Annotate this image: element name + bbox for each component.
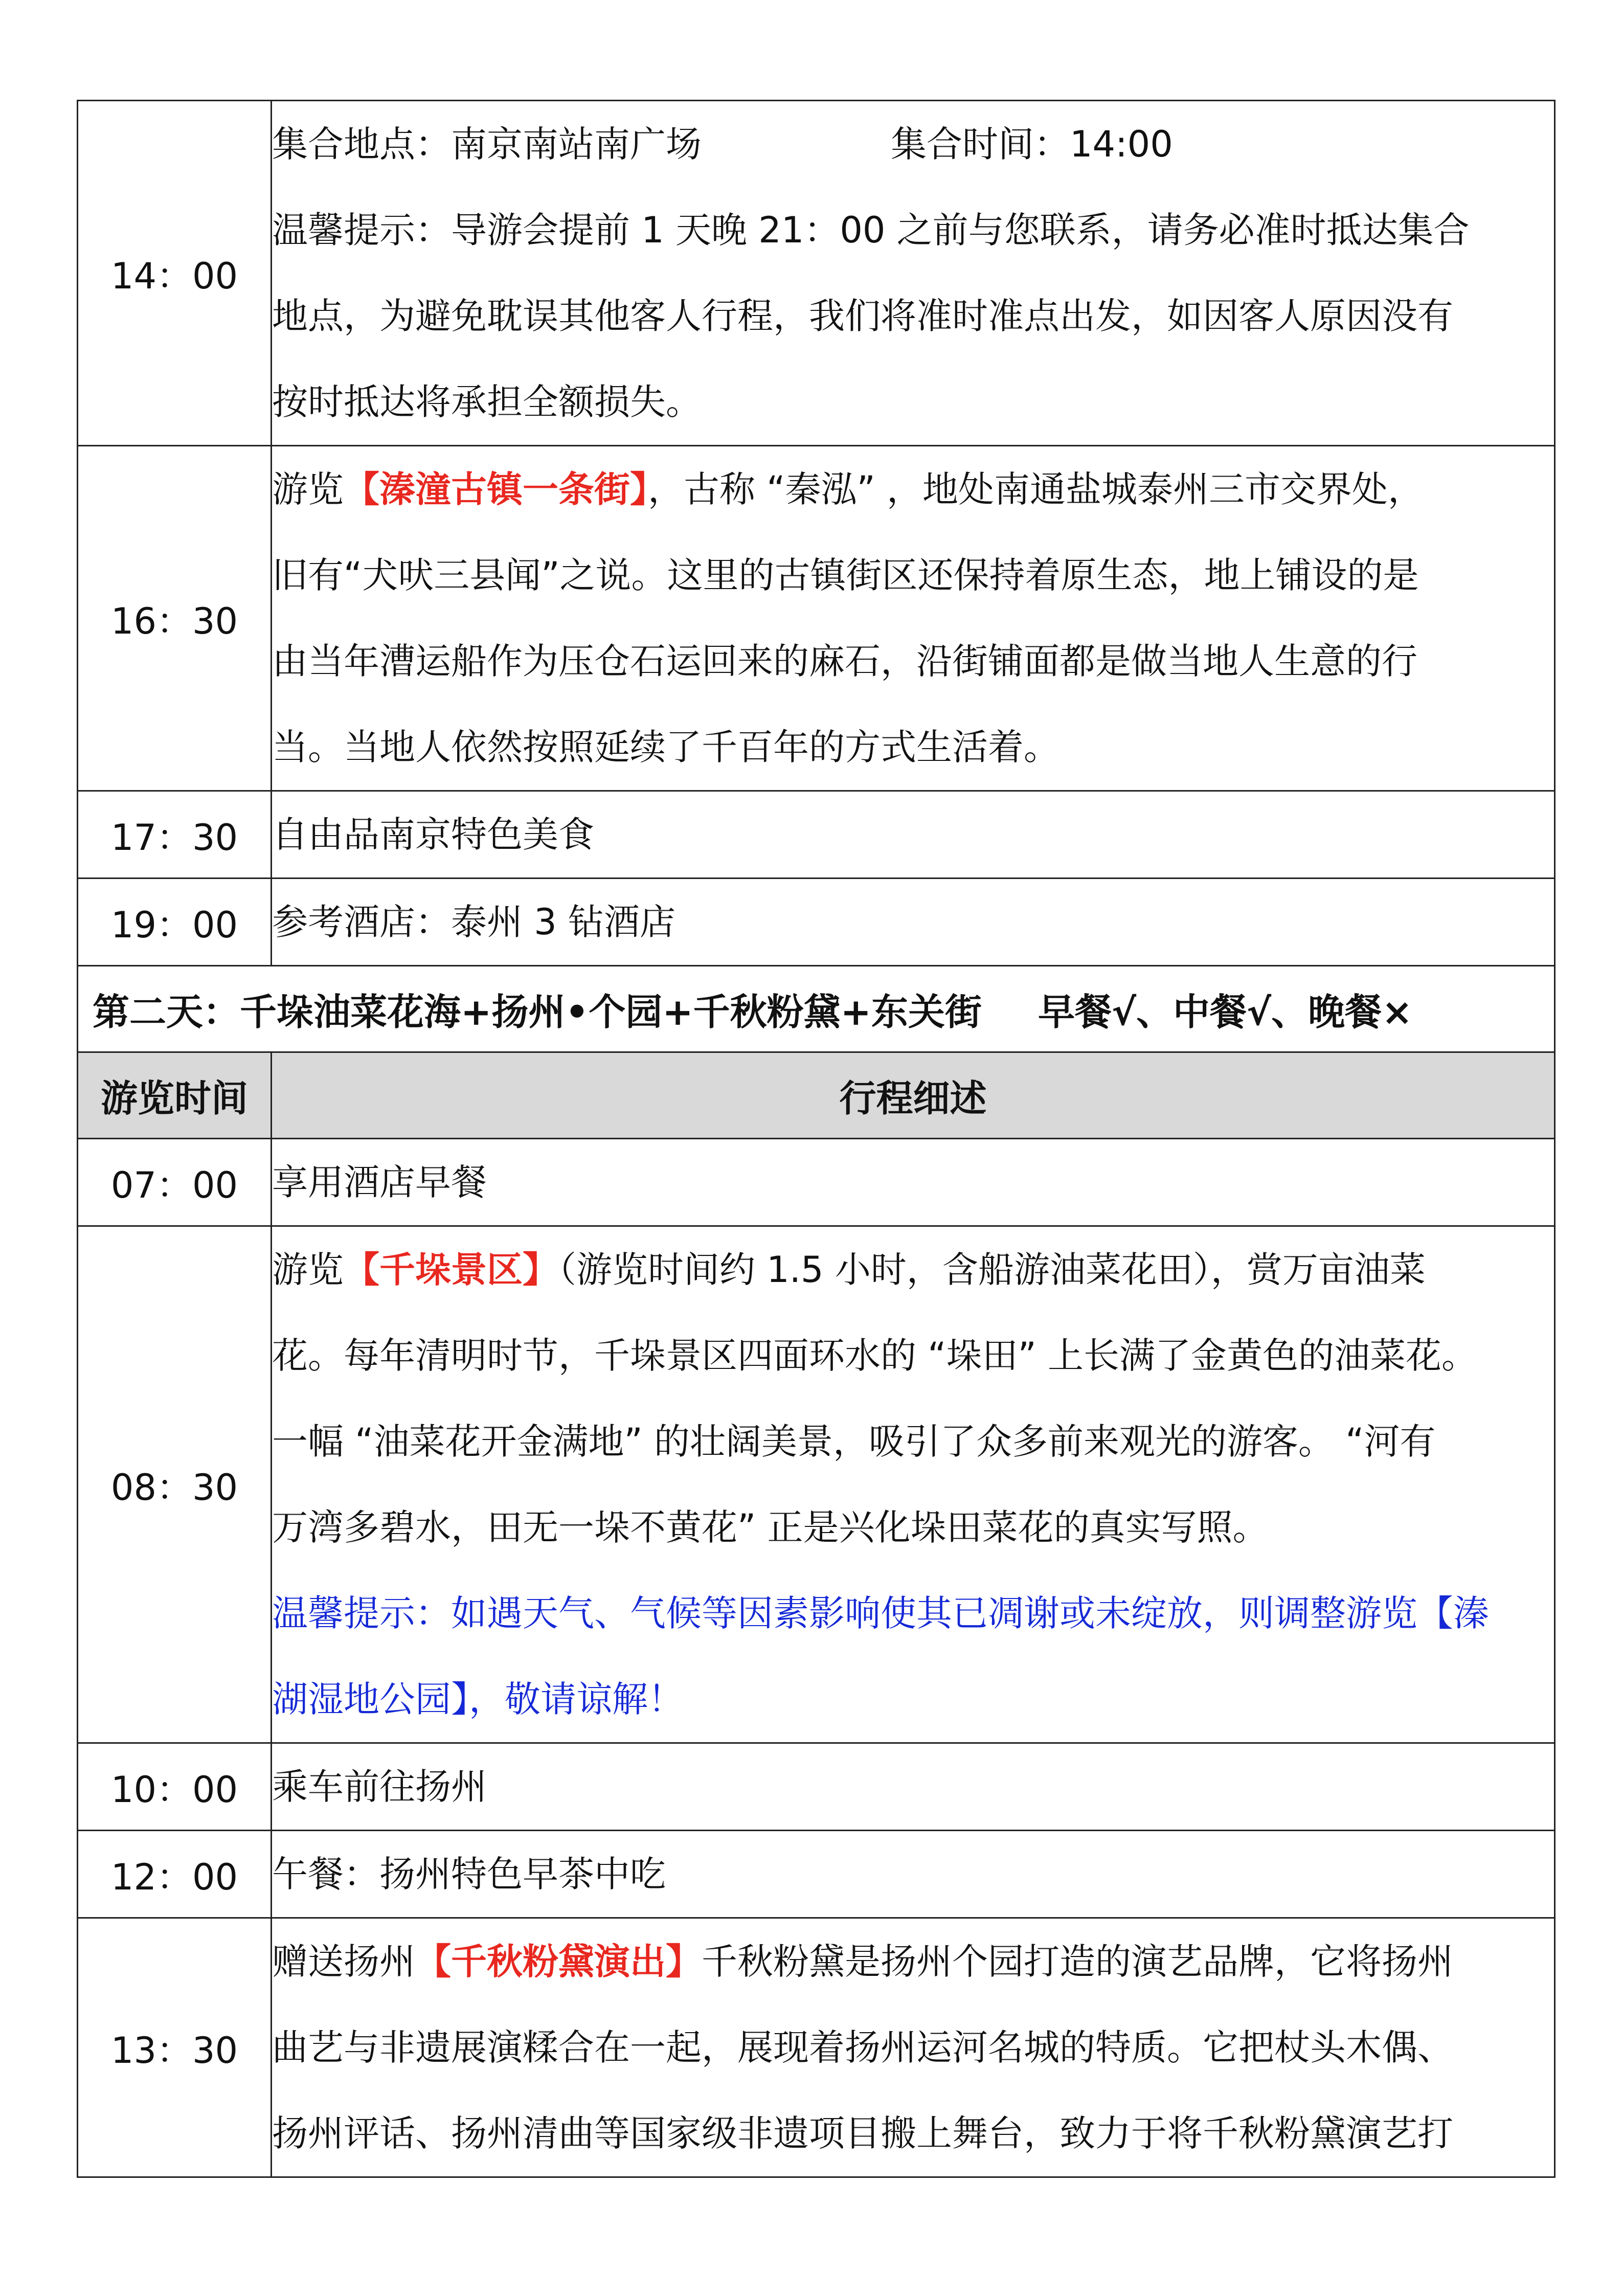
time-cell: 07：00 [78, 1139, 272, 1226]
tip-line: 湖湿地公园】，敬请谅解！ [272, 1678, 684, 1720]
desc-line: 一幅 “油菜花开金满地” 的壮阔美景，吸引了众多前来观光的游客。 “河有 [272, 1421, 1436, 1462]
tip-line: 温馨提示：如遇天气、气候等因素影响使其已凋谢或未绽放，则调整游览【溱 [272, 1592, 1489, 1634]
table-header-row [78, 1052, 1555, 1139]
desc-line: 扬州评话、扬州清曲等国家级非遗项目搬上舞台，致力于将千秋粉黛演艺打 [272, 2112, 1453, 2154]
meals: 早餐√、中餐√、晚餐× [1038, 991, 1413, 1033]
desc-line: 当。当地人依然按照延续了千百年的方式生活着。 [272, 726, 1060, 768]
day-title-cell [78, 966, 1555, 1052]
desc-text: ，古称 “秦泓” ，地处南通盐城泰州三市交界处， [648, 468, 1424, 510]
desc-line: 由当年漕运船作为压仓石运回来的麻石，沿街铺面都是做当地人生意的行 [272, 640, 1417, 682]
desc-text: 赠送扬州 [272, 1941, 415, 1983]
desc-line: 花。每年清明时节，千垛景区四面环水的 “垛田” 上长满了金黄色的油菜花。 [272, 1335, 1478, 1377]
desc-line: 曲艺与非遗展演糅合在一起，展现着扬州运河名城的特质。它把杖头木偶、 [272, 2027, 1453, 2068]
attraction-highlight: 【千秋粉黛演出】 [415, 1941, 702, 1983]
table-row [78, 791, 1555, 879]
desc-line: 旧有“犬吠三县闻”之说。这里的古镇街区还保持着原生态，地上铺设的是 [272, 554, 1419, 596]
time-cell: 08：30 [78, 1226, 272, 1743]
table-row [78, 1139, 1555, 1226]
desc-cell [272, 446, 1555, 791]
meeting-place: 集合地点：南京南站南广场 [272, 123, 702, 165]
time-cell: 16：30 [78, 446, 272, 791]
time-cell: 14：00 [78, 101, 272, 446]
desc-cell: 乘车前往扬州 [272, 1743, 1555, 1831]
desc-text: （游览时间约 1.5 小时，含船游油菜花田），赏万亩油菜 [558, 1249, 1426, 1291]
desc-cell [272, 1918, 1555, 2177]
itinerary-table [77, 100, 1556, 2178]
desc-cell: 参考酒店：泰州 3 钻酒店 [272, 879, 1555, 966]
time-cell: 12：00 [78, 1831, 272, 1918]
desc-line: 万湾多碧水，田无一垛不黄花” 正是兴化垛田菜花的真实写照。 [272, 1506, 1269, 1548]
meeting-time: 集合时间：14:00 [891, 123, 1173, 165]
header-time: 游览时间 [78, 1052, 272, 1139]
header-detail: 行程细述 [272, 1052, 1555, 1139]
time-cell: 17：30 [78, 791, 272, 879]
day-title-row [78, 966, 1555, 1052]
time-cell: 13：30 [78, 1918, 272, 2177]
day-title: 第二天：千垛油菜花海+扬州•个园+千秋粉黛+东关街 [93, 991, 982, 1033]
table-row [78, 446, 1555, 791]
table-row [78, 879, 1555, 966]
desc-cell [272, 101, 1555, 446]
desc-line: 地点，为避免耽误其他客人行程，我们将准时准点出发，如因客人原因没有 [272, 295, 1453, 337]
desc-cell [272, 1226, 1555, 1743]
attraction-highlight: 【千垛景区】 [344, 1249, 558, 1291]
table-row [78, 1226, 1555, 1743]
desc-text: 千秋粉黛是扬州个园打造的演艺品牌，它将扬州 [702, 1941, 1453, 1983]
time-cell: 19：00 [78, 879, 272, 966]
desc-line: 温馨提示：导游会提前 1 天晚 21：00 之前与您联系，请务必准时抵达集合 [272, 209, 1470, 251]
desc-text: 游览 [272, 1249, 344, 1291]
attraction-highlight: 【溱潼古镇一条街】 [344, 468, 648, 510]
desc-line: 按时抵达将承担全额损失。 [272, 381, 702, 423]
desc-cell: 午餐：扬州特色早茶中吃 [272, 1831, 1555, 1918]
desc-cell: 享用酒店早餐 [272, 1139, 1555, 1226]
table-row [78, 1831, 1555, 1918]
table-row [78, 1918, 1555, 2177]
time-cell: 10：00 [78, 1743, 272, 1831]
table-row [78, 101, 1555, 446]
desc-cell: 自由品南京特色美食 [272, 791, 1555, 879]
desc-text: 游览 [272, 468, 344, 510]
table-row [78, 1743, 1555, 1831]
